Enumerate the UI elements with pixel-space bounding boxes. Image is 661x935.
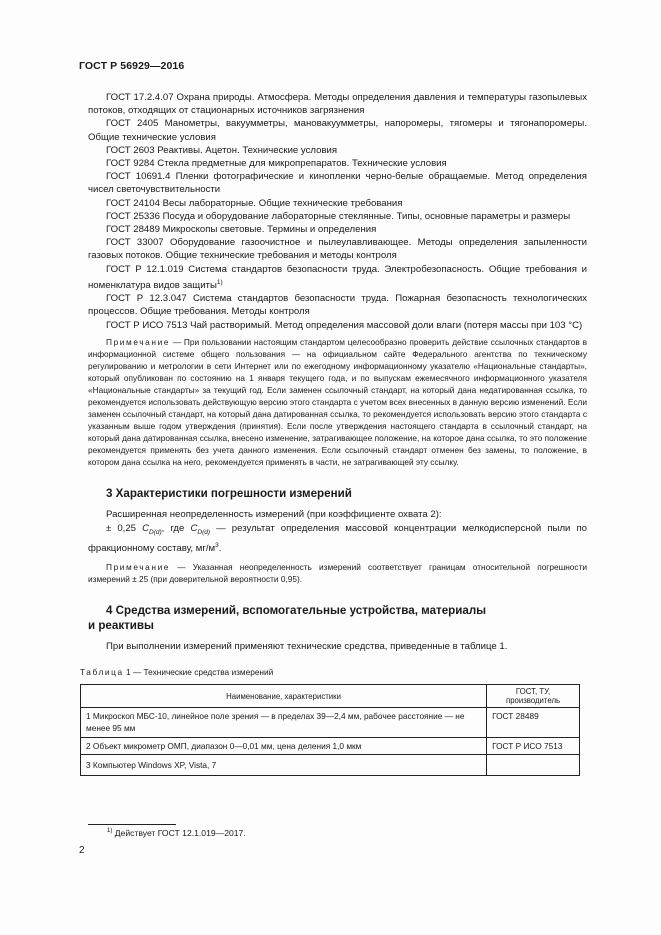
- table-title: 1 — Технические средства измерений: [123, 667, 274, 678]
- references-note: [88, 336, 587, 468]
- footnote: [107, 828, 246, 838]
- table-label: Таблица: [80, 667, 124, 678]
- unit-superscript: 3: [215, 541, 219, 549]
- table-cell: 2 Объект микрометр ОМП, диапазон 0—0,01 мм, цена деления 1,0 мкм: [81, 737, 487, 754]
- formula-description: — результат определения массовой концентрации мелкодисперсной пыли по фракционному составу, мг/м: [88, 522, 587, 554]
- reference-item: ГОСТ 17.2.4.07 Охрана природы. Атмосфера. Методы определения давления и температуры газопылевых потоков, отходящих от стационарных источников загрязнения: [88, 92, 587, 117]
- formula-prefix: ± 0,25: [106, 522, 143, 534]
- document-header: ГОСТ Р 56929—2016: [79, 60, 185, 72]
- reference-item: ГОСТ 33007 Оборудование газоочистное и пылеулавливающее. Методы определения запыленности газовых потоков. Общие технические требования и методы контроля: [88, 237, 587, 262]
- formula-mid: , где: [161, 522, 191, 534]
- measurement-tools-table: [80, 684, 580, 776]
- formula-variable: C: [190, 522, 198, 534]
- section-3-paragraph-1: Расширенная неопределенность измерений (при коэффициенте охвата 2):: [106, 509, 442, 521]
- reference-item: ГОСТ 9284 Стекла предметные для микропрепаратов. Технические условия: [106, 158, 447, 170]
- period: .: [218, 542, 222, 554]
- formula-variable: C: [142, 522, 149, 534]
- section-4-title-line-1: 4 Средства измерений, вспомогательные устройства, материалы: [106, 604, 487, 618]
- reference-item: ГОСТ Р 12.3.047 Система стандартов безопасности труда. Пожарная безопасность технологических процессов. Общие требования. Методы контроля: [88, 293, 587, 318]
- column-header: Наименование, характеристики: [81, 685, 487, 708]
- table-cell: ГОСТ Р ИСО 7513: [487, 737, 580, 754]
- page-content: [80, 91, 587, 776]
- reference-item: ГОСТ Р ИСО 7513 Чай растворимый. Метод определения массовой доли влаги (потеря массы при 103 °С): [106, 319, 583, 331]
- table-row: [81, 737, 580, 754]
- reference-item: ГОСТ 10691.4 Пленки фотографические и кинопленки черно-белые обращаемые. Метод определения чисел светочувствительности: [88, 171, 587, 196]
- table-cell: 1 Микроскоп МБС-10, линейное поле зрения — в пределах 39—2,4 мм, рабочее расстояние — не менее 95 мм: [81, 708, 487, 737]
- table-cell: ГОСТ 28489: [487, 708, 580, 737]
- footnote-marker: 1): [216, 278, 223, 286]
- note-text: — Указанная неопределенность измерений соответствует границам относительной погрешности измерений ± 25 (при доверительной вероятности 0,95).: [88, 562, 587, 585]
- section-4-title: [88, 604, 587, 633]
- reference-item: ГОСТ 25336 Посуда и оборудование лабораторные стеклянные. Типы, основные параметры и размеры: [106, 210, 571, 222]
- table-row: [81, 708, 580, 737]
- column-header: ГОСТ, ТУ, производитель: [487, 685, 580, 708]
- section-3-paragraph-2: [88, 522, 587, 556]
- note-label: Примечание: [106, 562, 171, 573]
- reference-item: ГОСТ 24104 Весы лабораторные. Общие технические требования: [106, 197, 403, 209]
- section-4-paragraph-1: При выполнении измерений применяют технические средства, приведенные в таблице 1.: [106, 641, 508, 653]
- footnote-divider: [88, 824, 176, 825]
- note-text: — При пользовании настоящим стандартом целесообразно проверить действие ссылочных стандартов в информационной системе общего пользования — на официальном сайте Федерального агентства по техническому регулированию и метрологии в сети Интернет или по ежегодному информационному указателю «Национальные стандарты», который опубликован по состоянию на 1 января текущего года, и по выпускам ежемесячного информационного указателя «Национальные стандарты» за текущий год. Если заменен ссылочный стандарт, на который дана недатированная ссылка, то рекомендуется использовать действующую версию этого стандарта с учетом всех внесенных в данную версию изменений. Если заменен ссылочный стандарт, на который дана датированная ссылка, то рекомендуется использовать версию этого стандарта с указанным выше годом утверждения (принятия). Если после утверждения настоящего стандарта в ссылочный стандарт, на который дана датированная ссылка, внесено изменение, затрагивающее положение, на которое дана ссылка, то это положение рекомендуется применять без учета данного изменения. Если ссылочный стандарт отменен без замены, то положение, в котором дана ссылка на него, рекомендуется применять в части, не затрагивающей эту ссылку.: [88, 336, 587, 467]
- note-label: Примечание: [106, 336, 171, 347]
- table-cell: 3 Компьютер Windows XP, Vista, 7: [81, 754, 487, 775]
- reference-text: ГОСТ Р 12.1.019 Система стандартов безопасности труда. Электробезопасность. Общие требования и номенклатура видов защиты: [88, 263, 587, 292]
- table-header-row: [81, 685, 580, 708]
- section-3-title: 3 Характеристики погрешности измерений: [106, 486, 352, 500]
- footnote-marker: 1): [107, 828, 113, 835]
- section-4-title-line-2: и реактивы: [88, 618, 154, 632]
- footnote-text: Действует ГОСТ 12.1.019—2017.: [112, 828, 246, 838]
- reference-item: ГОСТ 2603 Реактивы. Ацетон. Технические условия: [106, 144, 338, 156]
- reference-item: ГОСТ 2405 Манометры, вакуумметры, мановакуумметры, напоромеры, тягомеры и тягонапоромеры. Общие технические условия: [88, 118, 587, 143]
- table-caption: [80, 667, 587, 677]
- table-row: [81, 754, 580, 775]
- page-number: 2: [79, 845, 85, 856]
- table-cell: [487, 754, 580, 775]
- formula-subscript: D(d): [149, 528, 162, 536]
- formula-subscript: D(d): [197, 528, 211, 536]
- reference-item-with-footnote: [88, 263, 587, 293]
- section-3-note: [88, 561, 587, 585]
- reference-item: ГОСТ 28489 Микроскопы световые. Термины и определения: [106, 224, 377, 236]
